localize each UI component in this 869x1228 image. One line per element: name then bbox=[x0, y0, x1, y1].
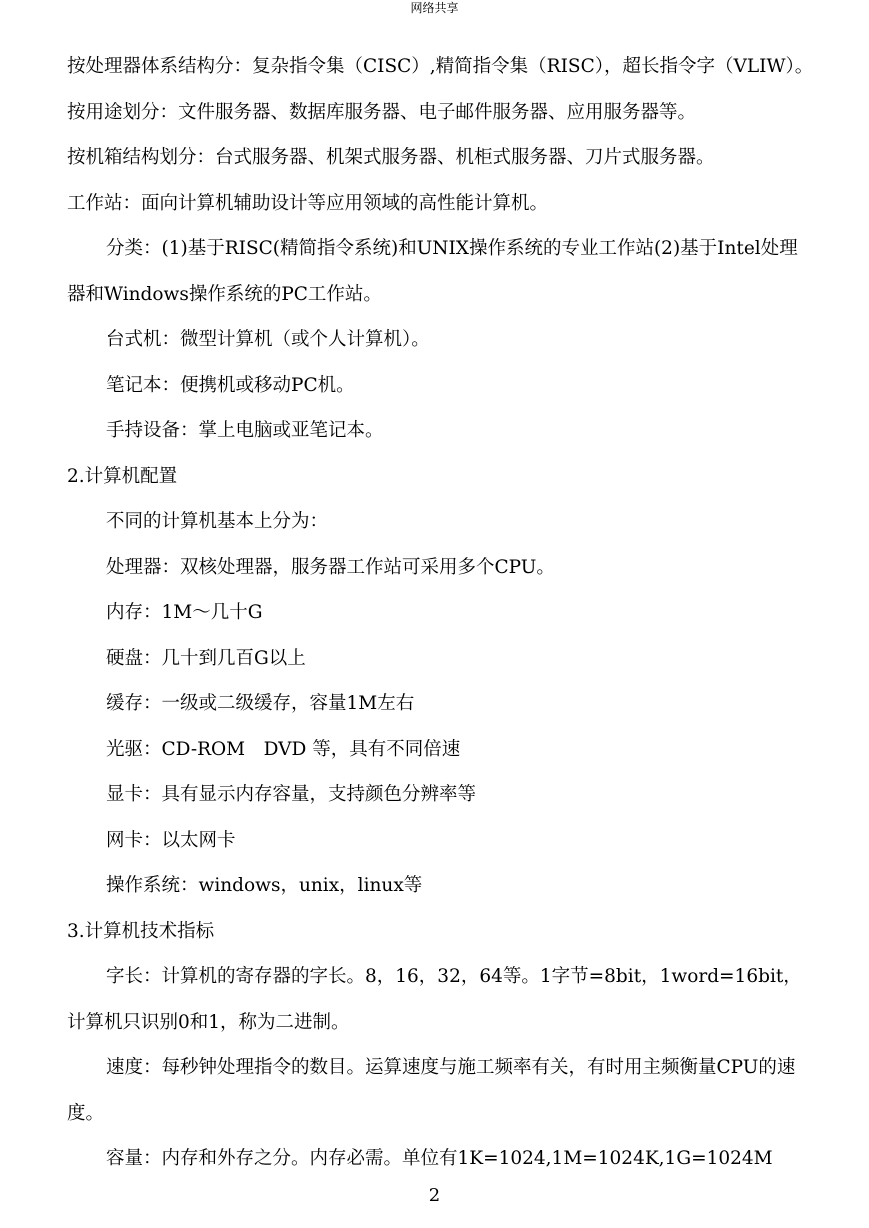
document-body bbox=[67, 44, 812, 1182]
paragraph-hard-disk: 硬盘：几十到几百G以上 bbox=[106, 647, 306, 669]
page-header: 网络共享 bbox=[410, 1, 459, 15]
paragraph-network-card: 网卡：以太网卡 bbox=[106, 829, 236, 851]
paragraph-graphics-card: 显卡：具有显示内存容量，支持颜色分辨率等 bbox=[106, 784, 477, 805]
paragraph-by-chassis: 按机箱结构划分：台式服务器、机架式服务器、机柜式服务器、刀片式服务器。 bbox=[67, 147, 715, 168]
paragraph-by-usage: 按用途划分：文件服务器、数据库服务器、电子邮件服务器、应用服务器等。 bbox=[67, 101, 697, 123]
paragraph-cpu-architecture: 按处理器体系结构分：复杂指令集（CISC）,精简指令集（RISC），超长指令字（VLIW）。 bbox=[67, 56, 814, 77]
paragraph-memory: 内存：1M～几十G bbox=[106, 602, 263, 623]
paragraph-optical-drive: 光驱：CD-ROM DVD 等，具有不同倍速 bbox=[106, 738, 461, 760]
section-heading-configuration: 2.计算机配置 bbox=[67, 465, 178, 487]
paragraph-handheld: 手持设备：掌上电脑或亚笔记本。 bbox=[106, 420, 384, 441]
section-heading-tech-specs: 3.计算机技术指标 bbox=[67, 920, 215, 942]
paragraph-cache: 缓存：一级或二级缓存，容量1M左右 bbox=[106, 693, 415, 714]
paragraph-desktop: 台式机：微型计算机（或个人计算机）。 bbox=[106, 329, 430, 350]
paragraph-word-length: 字长：计算机的寄存器的字长。8，16，32，64等。1字节=8bit，1word=16bit，计算机只识别0和1，称为二进制。 bbox=[67, 966, 802, 1033]
paragraph-config-intro: 不同的计算机基本上分为： bbox=[106, 511, 329, 532]
paragraph-workstation-types: 分类：(1)基于RISC(精简指令系统)和UNIX操作系统的专业工作站(2)基于Intel处理器和Windows操作系统的PC工作站。 bbox=[67, 238, 798, 305]
paragraph-processor: 处理器：双核处理器，服务器工作站可采用多个CPU。 bbox=[106, 556, 555, 578]
page-number: 2 bbox=[428, 1185, 441, 1206]
paragraph-speed: 速度：每秒钟处理指令的数目。运算速度与施工频率有关，有时用主频衡量CPU的速度。 bbox=[67, 1057, 796, 1124]
paragraph-capacity: 容量：内存和外存之分。内存必需。单位有1K=1024,1M=1024K,1G=1024M bbox=[106, 1148, 773, 1169]
paragraph-operating-system: 操作系统：windows，unix，linux等 bbox=[106, 875, 423, 896]
paragraph-workstation: 工作站：面向计算机辅助设计等应用领域的高性能计算机。 bbox=[67, 192, 549, 214]
paragraph-laptop: 笔记本：便携机或移动PC机。 bbox=[106, 374, 355, 396]
